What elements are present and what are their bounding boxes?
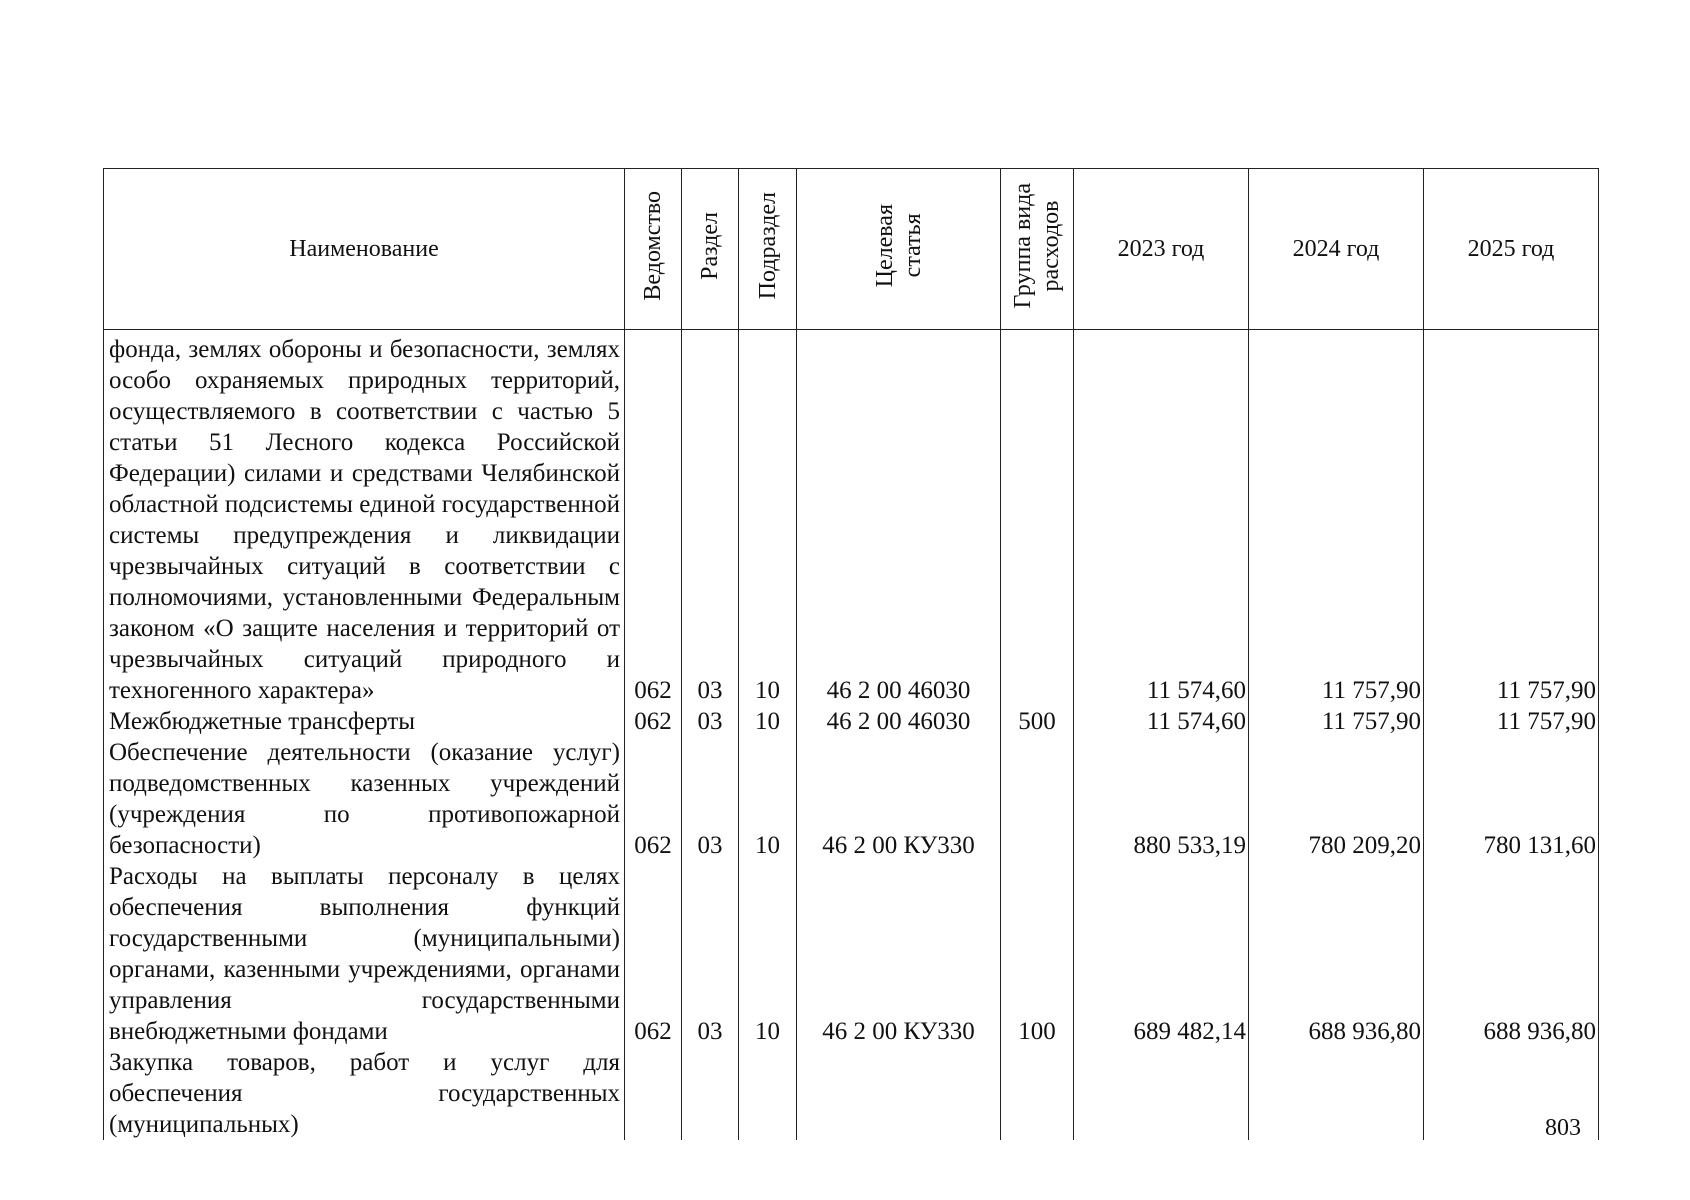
row-2024	[1249, 1047, 1424, 1140]
row-vedomstvo: 062	[625, 706, 682, 737]
table-body	[104, 330, 1599, 1141]
row-gruppa: 100	[1001, 861, 1074, 1047]
row-2025: 780 131,60	[1424, 737, 1599, 861]
row-name: фонда, землях обороны и безопасности, землях особо охраняемых природных территорий, осуществляемого в соответствии с частью 5 статьи 51 Лесного кодекса Российской Федерации) силами и средствами Челябинской областной подсистемы единой государственной системы предупреждения и ликвидации чрезвычайных ситуаций в соответствии с полномочиями, установленными Федеральным законом «О защите населения и территорий от чрезвычайных ситуаций природного и техногенного характера»	[104, 330, 625, 707]
budget-table	[103, 168, 1599, 1140]
row-razdel: 03	[682, 330, 739, 707]
row-name: Межбюджетные трансферты	[104, 706, 625, 737]
header-podrazdel	[739, 169, 797, 330]
header-2024-label: 2024 год	[1292, 236, 1380, 262]
row-tselevaya-statya	[797, 1047, 1001, 1140]
row-2024: 11 757,90	[1249, 330, 1424, 707]
header-razdel-label: Раздел	[697, 211, 723, 280]
row-vedomstvo: 062	[625, 737, 682, 861]
header-gruppa-vida-rashodov	[1001, 169, 1074, 330]
row-podrazdel	[739, 1047, 797, 1140]
row-podrazdel: 10	[739, 706, 797, 737]
table-row	[104, 330, 1599, 707]
row-gruppa	[1001, 330, 1074, 707]
header-tselevaya-statya	[797, 169, 1001, 330]
row-2025: 11 757,90	[1424, 706, 1599, 737]
row-name: Расходы на выплаты персоналу в целях обеспечения выполнения функций государственными (муниципальными) органами, казенными учреждениями, органами управления государственными внебюджетными фондами	[104, 861, 625, 1047]
table-row	[104, 706, 1599, 737]
row-2023	[1074, 1047, 1249, 1140]
row-2024: 11 757,90	[1249, 706, 1424, 737]
row-2024: 780 209,20	[1249, 737, 1424, 861]
row-tselevaya-statya: 46 2 00 46030	[797, 330, 1001, 707]
header-name-label: Наименование	[289, 236, 439, 262]
row-tselevaya-statya: 46 2 00 КУ330	[797, 861, 1001, 1047]
header-razdel	[682, 169, 739, 330]
row-2023: 689 482,14	[1074, 861, 1249, 1047]
row-vedomstvo: 062	[625, 861, 682, 1047]
row-2023: 11 574,60	[1074, 330, 1249, 707]
row-gruppa	[1001, 737, 1074, 861]
table-header	[104, 169, 1599, 330]
header-vedomstvo	[625, 169, 682, 330]
header-name	[104, 169, 625, 330]
table-row	[104, 861, 1599, 1047]
header-tselevaya-statya-label: Целевая статья	[871, 203, 926, 288]
header-2024	[1249, 169, 1424, 330]
row-2025: 11 757,90	[1424, 330, 1599, 707]
row-vedomstvo	[625, 1047, 682, 1140]
row-razdel: 03	[682, 861, 739, 1047]
row-gruppa	[1001, 1047, 1074, 1140]
row-podrazdel: 10	[739, 330, 797, 707]
row-2023: 880 533,19	[1074, 737, 1249, 861]
row-razdel: 03	[682, 706, 739, 737]
row-gruppa: 500	[1001, 706, 1074, 737]
row-vedomstvo: 062	[625, 330, 682, 707]
header-2023	[1074, 169, 1249, 330]
header-2025	[1424, 169, 1599, 330]
header-2023-label: 2023 год	[1117, 236, 1205, 262]
row-name: Обеспечение деятельности (оказание услуг) подведомственных казенных учреждений (учреждения по противопожарной безопасности)	[104, 737, 625, 861]
table-row	[104, 737, 1599, 861]
page-number: 803	[1545, 1115, 1581, 1141]
row-razdel: 03	[682, 737, 739, 861]
row-razdel	[682, 1047, 739, 1140]
row-tselevaya-statya: 46 2 00 46030	[797, 706, 1001, 737]
row-podrazdel: 10	[739, 861, 797, 1047]
row-tselevaya-statya: 46 2 00 КУ330	[797, 737, 1001, 861]
header-vedomstvo-label: Ведомство	[640, 190, 666, 301]
header-podrazdel-label: Подраздел	[754, 191, 781, 300]
header-gruppa-label: Группа вида расходов	[1010, 182, 1064, 309]
row-name: Закупка товаров, работ и услуг для обеспечения государственных (муниципальных)	[104, 1047, 625, 1140]
header-2025-label: 2025 год	[1467, 236, 1555, 262]
row-2025: 688 936,80	[1424, 861, 1599, 1047]
row-2023: 11 574,60	[1074, 706, 1249, 737]
row-podrazdel: 10	[739, 737, 797, 861]
row-2024: 688 936,80	[1249, 861, 1424, 1047]
table-row	[104, 1047, 1599, 1140]
